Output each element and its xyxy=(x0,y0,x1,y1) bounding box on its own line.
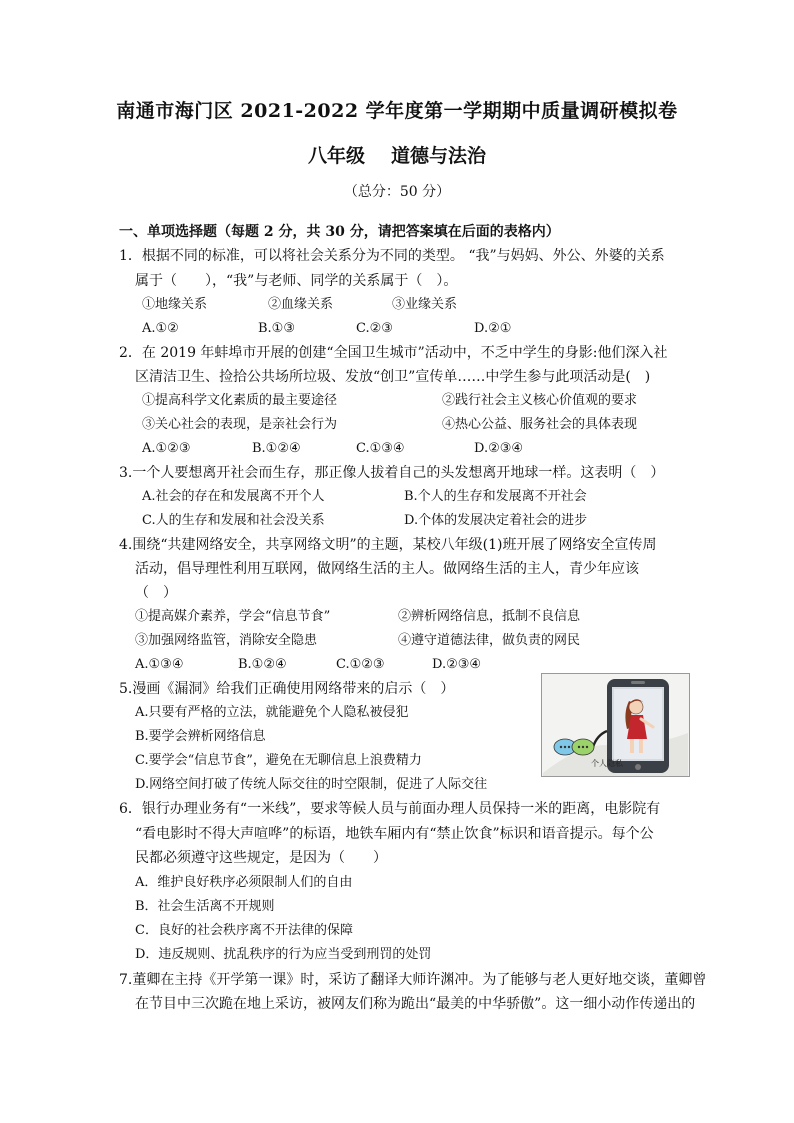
q1-statement-2: ②血缘关系 xyxy=(268,297,334,312)
q6-option-b: B．社会生活离不开规则 xyxy=(135,899,275,914)
q1-statement-3: ③业缘关系 xyxy=(392,297,458,312)
q4-option-d: D.②③④ xyxy=(432,657,482,672)
q6-option-c: C．良好的社会秩序离不开法律的保障 xyxy=(135,923,353,938)
question-5-line-1: 5.漫画《漏洞》给我们正确使用网络带来的启示（ ） xyxy=(119,681,455,697)
cartoon-loophole-image xyxy=(541,673,690,777)
question-7-line-2: 在节目中三次跪在地上采访，被网友们称为跪出“最美的中华骄傲”。这一细小动作传递出的 xyxy=(135,996,696,1012)
q2-option-b: B.①②④ xyxy=(252,441,301,456)
question-1-line-1: 1．根据不同的标准，可以将社会关系分为不同的类型。 “我”与妈妈、外公、外婆的关系 xyxy=(119,248,665,264)
question-4-line-3: （ ） xyxy=(135,585,177,601)
q6-option-a: A．维护良好秩序必须限制人们的自由 xyxy=(135,875,353,890)
q4-option-a: A.①③④ xyxy=(135,657,184,672)
q2-option-a: A.①②③ xyxy=(142,441,191,456)
q3-option-c: C.人的生存和发展和社会没关系 xyxy=(142,513,325,528)
q5-option-d: D.网络空间打破了传统人际交往的时空限制，促进了人际交往 xyxy=(135,777,488,792)
q1-option-c: C.②③ xyxy=(356,321,393,336)
q2-statement-2: ②践行社会主义核心价值观的要求 xyxy=(442,393,638,408)
q1-option-b: B.①③ xyxy=(258,321,295,336)
q4-statement-4: ④遵守道德法律，做负责的网民 xyxy=(398,633,581,648)
question-2-line-2: 区清洁卫生、捡拾公共场所垃圾、发放“创卫”宣传单……中学生参与此项活动是( ) xyxy=(135,369,651,385)
question-4-line-1: 4.围绕“共建网络安全，共享网络文明”的主题，某校八年级(1)班开展了网络安全宣传周 xyxy=(119,537,657,553)
q2-statement-1: ①提高科学文化素质的最主要途径 xyxy=(142,393,338,408)
q3-option-d: D.个体的发展决定着社会的进步 xyxy=(404,513,588,528)
section-heading: 一、单项选择题（每题 2 分，共 30 分，请把答案填在后面的表格内） xyxy=(119,224,560,240)
q4-statement-1: ①提高媒介素养，学会“信息节食” xyxy=(135,609,331,624)
q4-statement-3: ③加强网络监管，消除安全隐患 xyxy=(135,633,318,648)
q5-option-b: B.要学会辨析网络信息 xyxy=(135,729,266,744)
q3-option-a: A.社会的存在和发展离不开个人 xyxy=(142,489,325,504)
question-1-line-2: 属于（ ），“我”与老师、同学的关系属于（ ）。 xyxy=(135,273,458,289)
q1-option-a: A.①② xyxy=(142,321,179,336)
cartoon-label: 个人隐私 xyxy=(591,759,623,768)
q2-option-c: C.①③④ xyxy=(356,441,405,456)
question-4-line-2: 活动，倡导理性利用互联网，做网络生活的主人。做网络生活的主人，青少年应该 xyxy=(135,561,639,577)
q6-option-d: D．违反规则、扰乱秩序的行为应当受到刑罚的处罚 xyxy=(135,947,432,962)
question-2-line-1: 2．在 2019 年蚌埠市开展的创建“全国卫生城市”活动中，不乏中学生的身影:他们深入社 xyxy=(119,345,668,361)
total-score: （总分：50 分） xyxy=(343,184,451,200)
question-7-line-1: 7.董卿在主持《开学第一课》时，采访了翻译大师许渊冲。为了能够与老人更好地交谈，董卿曾 xyxy=(119,972,707,988)
q5-option-a: A.只要有严格的立法，就能避免个人隐私被侵犯 xyxy=(135,705,409,720)
grade-label: 八年级 xyxy=(307,145,365,167)
question-3-line-1: 3.一个人要想离开社会而生存，那正像人拔着自己的头发想离开地球一样。这表明（ ） xyxy=(119,465,665,481)
question-6-line-2: “看电影时不得大声喧哗”的标语，地铁车厢内有“禁止饮食”标识和语音提示。每个公 xyxy=(135,826,654,842)
q5-option-c: C.要学会“信息节食”，避免在无聊信息上浪费精力 xyxy=(135,753,422,768)
exam-subtitle xyxy=(0,141,794,168)
subject-label: 道德与法治 xyxy=(391,145,487,167)
question-6-line-1: 6．银行办理业务有“一米线”，要求等候人员与前面办理人员保持一米的距离，电影院有 xyxy=(119,801,661,817)
q2-option-d: D.②③④ xyxy=(474,441,524,456)
q4-option-c: C.①②③ xyxy=(336,657,385,672)
q4-statement-2: ②辨析网络信息，抵制不良信息 xyxy=(398,609,581,624)
q3-option-b: B.个人的生存和发展离不开社会 xyxy=(404,489,587,504)
q2-statement-3: ③关心社会的表现，是亲社会行为 xyxy=(142,417,338,432)
q4-option-b: B.①②④ xyxy=(238,657,287,672)
q2-statement-4: ④热心公益、服务社会的具体表现 xyxy=(442,417,638,432)
question-6-line-3: 民都必须遵守这些规定，是因为（ ） xyxy=(135,850,387,866)
q1-statement-1: ①地缘关系 xyxy=(142,297,208,312)
exam-title: 南通市海门区 2021-2022 学年度第一学期期中质量调研模拟卷 xyxy=(116,100,678,122)
q1-option-d: D.②① xyxy=(474,321,512,336)
